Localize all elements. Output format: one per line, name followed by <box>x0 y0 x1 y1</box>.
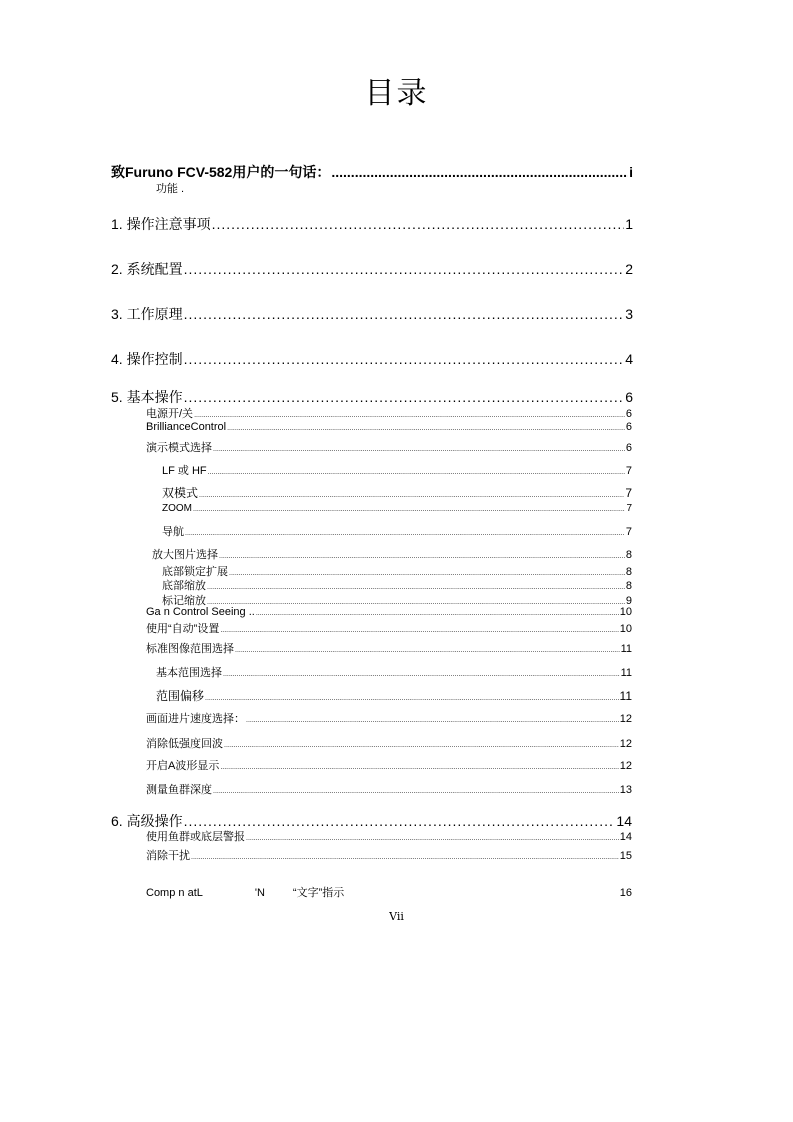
toc-page: 6 <box>625 408 632 420</box>
toc-page: 11 <box>619 689 632 703</box>
toc-label: 放大图片选择 <box>152 549 218 561</box>
toc-page: 11 <box>620 667 632 679</box>
toc-label: 底部缩放 <box>162 580 206 592</box>
toc-label: 6. 高级操作 <box>111 813 183 829</box>
toc-entry[interactable] <box>146 757 632 773</box>
toc-label: 使用鱼群或底层警报 <box>146 831 245 843</box>
toc-page: 3 <box>625 306 633 322</box>
page-number-footer: Vii <box>389 910 404 923</box>
toc-leader <box>235 643 620 655</box>
toc-page: 7 <box>625 486 632 500</box>
toc-entry[interactable] <box>156 664 632 680</box>
toc-page: 13 <box>619 784 632 796</box>
toc-entry-chapter-1[interactable] <box>111 214 633 234</box>
toc-entry[interactable] <box>146 884 632 900</box>
toc-entry[interactable] <box>146 847 632 863</box>
toc-label: 标记缩放 <box>162 595 206 607</box>
toc-entry[interactable] <box>156 687 632 704</box>
toc-label: 演示模式选择 <box>146 442 212 454</box>
toc-page: 12 <box>619 760 632 772</box>
toc-entry[interactable] <box>146 620 632 636</box>
toc-entry[interactable] <box>146 421 632 433</box>
toc-entry[interactable] <box>162 523 632 539</box>
toc-label-fragment: “文字”指示 <box>292 887 345 899</box>
toc-page: 8 <box>625 549 632 561</box>
toc-leader <box>256 606 619 618</box>
toc-label: 5. 基本操作 <box>111 389 183 405</box>
toc-label: 双模式 <box>162 486 199 500</box>
toc-page: 2 <box>625 261 633 277</box>
toc-leader <box>205 689 619 703</box>
toc-page: 4 <box>625 351 633 367</box>
toc-page: 16 <box>619 887 632 899</box>
toc-entry[interactable] <box>146 710 632 726</box>
toc-page: 12 <box>619 738 632 750</box>
toc-label: 使用“自动”设置 <box>146 623 220 635</box>
toc-leader <box>191 850 619 862</box>
toc-leader <box>220 623 618 635</box>
toc-label: 致Furuno FCV-582用户的一句话： <box>111 164 331 180</box>
toc-entry[interactable] <box>146 606 632 618</box>
toc-label: 导航 <box>162 526 184 538</box>
toc-leader <box>207 580 625 592</box>
toc-page: 12 <box>619 713 632 725</box>
toc-leader <box>184 351 625 367</box>
toc-page: 6 <box>625 442 632 454</box>
toc-label: 消除低强度回波 <box>146 738 223 750</box>
toc-page: 10 <box>619 623 632 635</box>
toc-leader <box>184 813 616 829</box>
toc-entry[interactable] <box>162 503 632 514</box>
toc-leader <box>193 503 625 514</box>
toc-leader <box>246 831 619 843</box>
toc-page: 7 <box>625 526 632 538</box>
toc-page: 6 <box>625 389 633 405</box>
toc-label: 电源开/关 <box>146 408 194 420</box>
toc-label: 底部锁定扩展 <box>162 566 228 578</box>
toc-page: 15 <box>619 850 632 862</box>
toc-label: Ga n Control Seeing .. <box>146 606 255 618</box>
toc-entry[interactable] <box>146 828 632 844</box>
toc-leader <box>246 713 619 725</box>
toc-label: 标准图像范围选择 <box>146 643 234 655</box>
toc-leader <box>212 216 625 232</box>
toc-label: ZOOM <box>162 503 192 514</box>
toc-label: 消除干扰 <box>146 850 190 862</box>
toc-entry[interactable] <box>162 462 632 478</box>
toc-entry[interactable] <box>162 484 632 501</box>
toc-label: 画面进片速度选择： <box>146 713 245 725</box>
toc-leader <box>208 465 625 477</box>
toc-label: 4. 操作控制 <box>111 351 183 367</box>
preface-note: 功能 . <box>156 183 185 195</box>
toc-page: i <box>629 164 633 180</box>
toc-page: 10 <box>619 606 632 618</box>
toc-label: LF 或 HF <box>162 465 207 477</box>
toc-label: 3. 工作原理 <box>111 306 183 322</box>
toc-leader <box>223 667 620 679</box>
toc-leader <box>199 486 624 500</box>
toc-leader <box>220 760 618 772</box>
toc-label: 基本范围选择 <box>156 667 222 679</box>
toc-leader <box>184 261 625 277</box>
toc-entry[interactable] <box>146 640 632 656</box>
toc-page: 9 <box>625 595 632 607</box>
toc-label: 范围偏移 <box>156 689 205 703</box>
toc-leader <box>184 306 625 322</box>
toc-entry-preface[interactable] <box>111 162 633 182</box>
toc-label: 2. 系统配置 <box>111 261 183 277</box>
toc-entry[interactable] <box>146 439 632 455</box>
toc-leader <box>213 784 619 796</box>
toc-entry-chapter-5[interactable] <box>111 387 633 407</box>
toc-page: 14 <box>616 813 632 829</box>
toc-entry-chapter-4[interactable] <box>111 349 633 369</box>
toc-label: Comp n atL <box>146 887 203 899</box>
toc-leader <box>227 421 625 433</box>
toc-label: 开启A波形显示 <box>146 760 220 772</box>
toc-page: 8 <box>625 566 632 578</box>
toc-leader <box>224 738 619 750</box>
toc-leader <box>219 549 625 561</box>
toc-leader <box>185 526 625 538</box>
toc-page: 7 <box>625 465 632 477</box>
page-title: 目录 <box>364 76 429 111</box>
toc-page: 14 <box>619 831 632 843</box>
toc-page: 8 <box>625 580 632 592</box>
toc-page: 1 <box>625 216 633 232</box>
toc-entry-chapter-3[interactable] <box>111 304 633 324</box>
toc-entry[interactable] <box>146 735 632 751</box>
toc-entry-chapter-2[interactable] <box>111 259 633 279</box>
toc-leader <box>184 389 625 405</box>
toc-entry[interactable] <box>152 546 632 562</box>
toc-page: 11 <box>620 643 632 655</box>
toc-entry[interactable] <box>146 781 632 797</box>
toc-label-fragment: 'N <box>254 887 265 899</box>
toc-leader <box>331 164 628 180</box>
toc-entry[interactable] <box>162 577 632 593</box>
toc-leader <box>194 408 625 420</box>
toc-page: 6 <box>625 421 632 433</box>
toc-label: BrillianceControl <box>146 421 227 433</box>
toc-label: 测量鱼群深度 <box>146 784 212 796</box>
toc-entry[interactable] <box>146 405 632 421</box>
toc-label: 1. 操作注意事项 <box>111 216 211 232</box>
toc-page: 7 <box>626 503 632 514</box>
toc-leader <box>213 442 625 454</box>
